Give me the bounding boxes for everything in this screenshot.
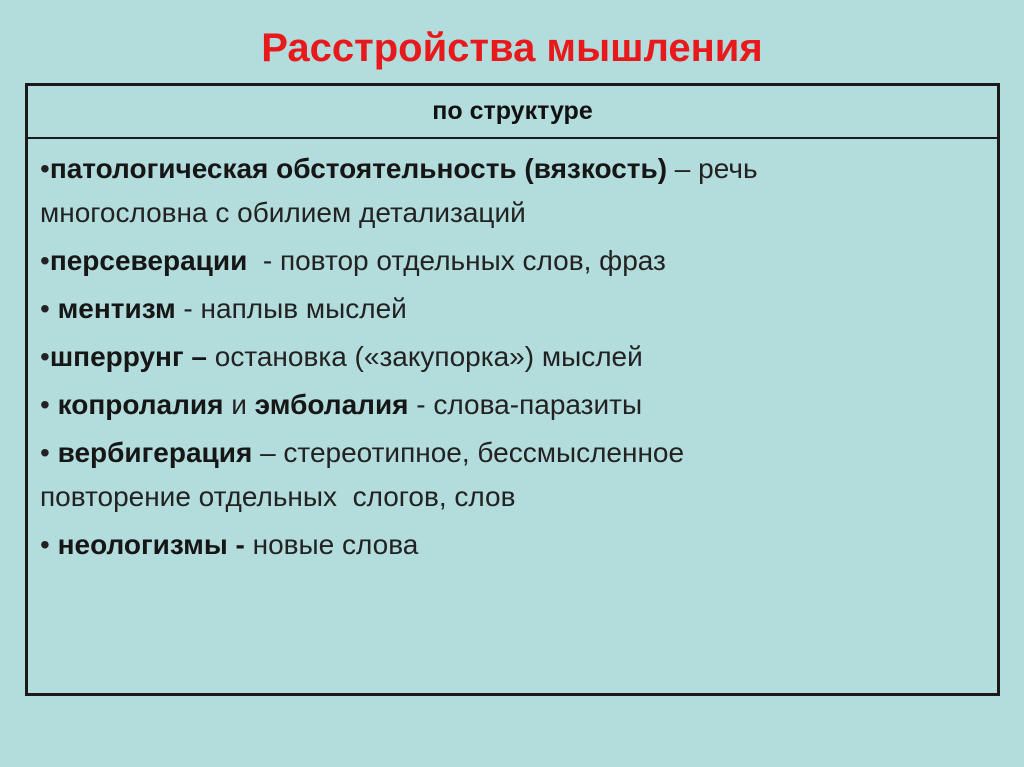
item-connector: и [223,389,255,420]
list-item [40,287,985,331]
item-term-secondary: эмболалия [254,389,409,420]
item-description-continued: многословна с обилием детализаций [40,197,526,228]
list-item [40,431,985,519]
item-term: патологическая обстоятельность (вязкость) [49,153,668,184]
list-item [40,239,985,283]
content-table [25,83,1000,696]
bullet: • [40,245,50,276]
list-item [40,147,985,235]
slide-title: Расстройства мышления [261,26,763,70]
bullet: • [40,529,58,560]
item-description: – речь [667,153,758,184]
bullet: • [40,293,58,324]
item-term: шперрунг – [49,341,207,372]
item-term: ментизм [57,293,176,324]
item-term: неологизмы - [57,529,245,560]
item-description: - повтор отдельных слов, фраз [247,245,666,276]
list-item [40,523,985,567]
item-description: остановка («закупорка») мыслей [206,341,643,372]
bullet: • [40,437,58,468]
list-item [40,335,985,379]
item-term: копролалия [57,389,224,420]
items-list [28,139,997,567]
bullet: • [40,341,50,372]
table-header: по структуре [28,86,997,139]
item-description: новые слова [244,529,419,560]
item-description: – стереотипное, бессмысленное [252,437,685,468]
item-description: - слова-паразиты [408,389,643,420]
list-item [40,383,985,427]
bullet: • [40,389,58,420]
item-term: вербигерация [57,437,253,468]
bullet: • [40,153,50,184]
item-description-continued: повторение отдельных слогов, слов [40,481,516,512]
item-term: персеверации [49,245,248,276]
item-description: - наплыв мыслей [175,293,407,324]
